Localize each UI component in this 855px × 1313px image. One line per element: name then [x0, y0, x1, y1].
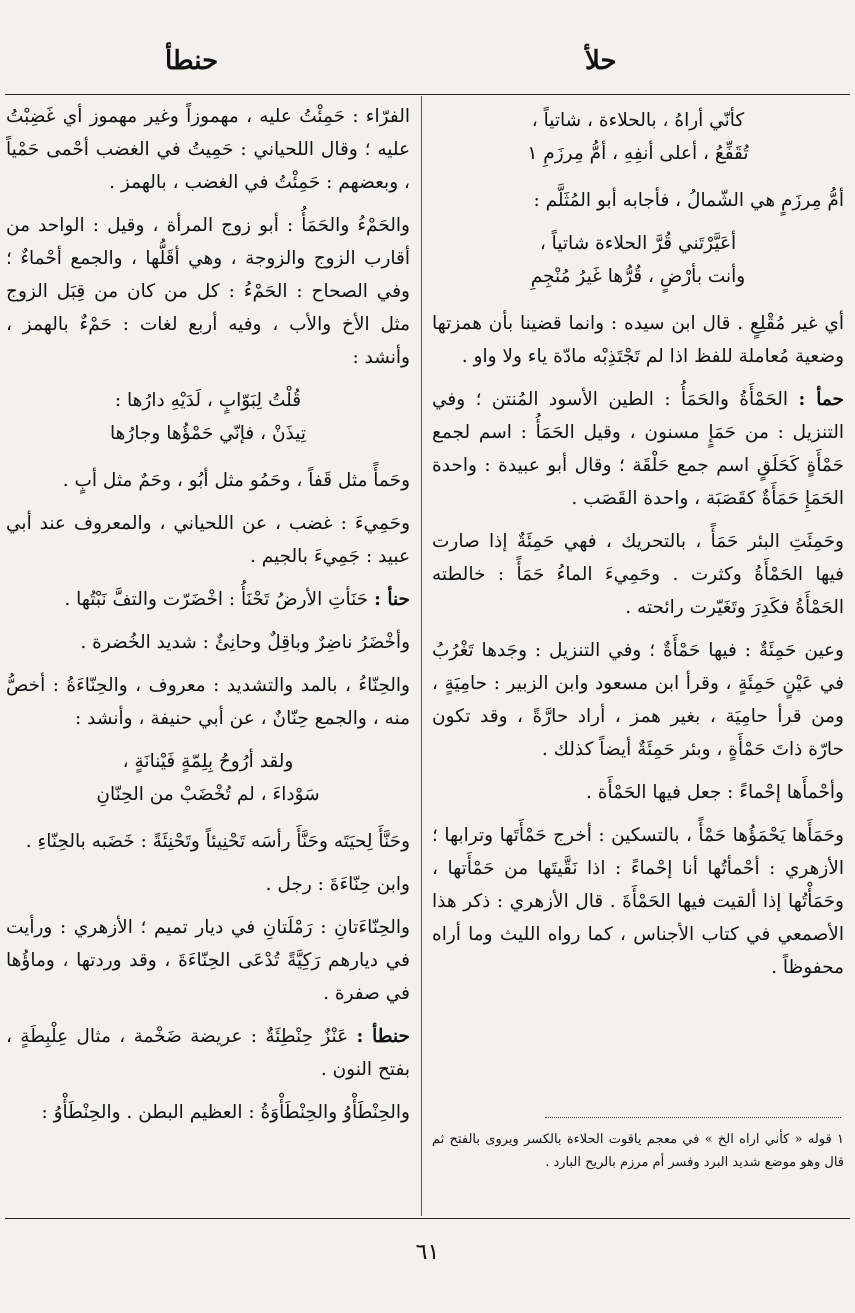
- entry-headword: حنأ :: [374, 589, 410, 610]
- verse-line: ولقد أرُوحُ بِلِمّةٍ فَيْنانَةٍ ،: [122, 751, 294, 772]
- paragraph: [6, 583, 410, 616]
- verse: [432, 104, 844, 170]
- entry-text: حَنَأتِ الأرضُ تَحْنَأُ : اخْضَرّت والتفَّ نَبْتُها .: [64, 589, 375, 610]
- paragraph: وأخْضَرُ ناضِرٌ وباقِلٌ وحانِئٌ : شديد الخُضرة .: [80, 632, 410, 653]
- entry-headword: حمأ :: [798, 389, 844, 410]
- entry-headword: حنطأ :: [356, 1026, 410, 1047]
- paragraph: وحَمِئَتِ البئر حَمَأً ، بالتحريك ، فهي حَمِئَةٌ إذا صارت فيها الحَمْأَةُ وكثرت . وحَمِيءَ الماءُ حَمَأً : خالطته الحَمْأَةُ فكَدِرَ وتَغَيّرت رائحته .: [432, 531, 844, 618]
- verse: [432, 227, 844, 293]
- paragraph: والحِنّاءَتانِ : رَمْلَتانِ في ديار تميم ؛ الأزهري : ورأيت في ديارهم رَكِيَّةً تُدْعَى الحِنّاءَةَ ، وقد وردتها ، وماؤُها في صفرة .: [6, 917, 410, 1004]
- footnote-rule: [545, 1117, 841, 1118]
- entry-text: عَنْزٌ حِنْطِئَةٌ : عريضة ضَخْمة ، مثال عِلْبِطَةٍ ، بفتح النون .: [6, 1026, 410, 1080]
- paragraph: وحَنَّأَ لِحيَتَه وحَنَّأَ رأسَه تَحْنِيئاً وتَحْنِئَةً : خَضَبه بالحِنّاءِ .: [25, 831, 410, 852]
- verse-line: أعَيَّرْتَني قُرَّ الحلاءة شاتياً ،: [539, 233, 737, 254]
- paragraph: الفرّاء : حَمِئْتُ عليه ، مهموزاً وغير مهموز أي غَضِبْتُ عليه ؛ وقال اللحياني : حَمِيتُ في الغضب أحْمى حَمْياً ، وبعضهم : حَمِئْتُ في الغضب ، بالهمز .: [6, 106, 410, 193]
- page-header: [0, 40, 855, 90]
- paragraph: والحَمْءُ والحَمَأُ : أبو زوج المرأة ، وقيل : الواحد من أقارب الزوج والزوجة ، وهي أقَلُّها ، والجمع أحْماءٌ ؛ وفي الصحاح : الحَمْءُ : كل من كان من قِبَل الزوج مثل الأخ والأب ، وفيه أربع لغات : حَمْءٌ بالهمز ، وأنشد :: [6, 215, 410, 368]
- right-column: [432, 100, 844, 1110]
- paragraph: وحَمَأَها يَحْمَؤُها حَمْأً ، بالتسكين : أخرج حَمْأَتَها وترابها ؛ الأزهري : أحْمأتُها أنا إحْماءً : اذا نَقَّيتَها من حَمْأَتها ، وحَمَأْتُها إذا ألقيت فيها الحَمْأَةَ . قال الأزهري : ذكر هذا الأصمعي في كتاب الأجناس ، كما رواه الليث وما أراه محفوظاً .: [432, 825, 844, 978]
- paragraph: [432, 383, 844, 515]
- bottom-rule: [5, 1218, 850, 1219]
- verse-line: تُقَفِّعُ ، أعلى أنفِهِ ، أمُّ مِرزَمِ ١: [527, 143, 749, 164]
- verse-line: تِيذَنْ ، فإنّي حَمْؤُها وجارُها: [110, 423, 306, 444]
- paragraph: أمُّ مِرزَمٍ هي الشّمالُ ، فأجابه أبو المُثَلَّم :: [533, 190, 844, 211]
- verse: [6, 745, 410, 811]
- footnote: ١ قوله « كأني اراه الخ » في معجم ياقوت الحلاءة بالكسر ويروى بالفتح ثم قال وهو موضع شديد البرد وفسر أم مرزم بالريح البارد .: [432, 1132, 844, 1170]
- verse-line: وأنت بأرْضٍ ، قُرُّها غَيرُ مُنْجِمِ: [530, 266, 746, 287]
- verse-line: قُلْتُ لِبَوّابٍ ، لَدَيْهِ دارُها :: [114, 390, 302, 411]
- top-rule: [5, 94, 850, 95]
- paragraph: [6, 1020, 410, 1086]
- paragraph: وعين حَمِئَةٌ : فيها حَمْأَةٌ ؛ وفي التنزيل : وجَدها تَغْرُبُ في عَيْنٍ حَمِئَةٍ ، وقرأ ابن مسعود وابن الزبير : حامِيَةٍ ، ومن قرأ حامِيَة ، بغير همز ، أراد حارَّةً ، وقد تكون حارّة ذاتَ حَمْأَةٍ ، وبئر حَمِئَةٌ أيضاً كذلك .: [432, 640, 844, 760]
- paragraph: وأحْمأَها إحْماءً : جعل فيها الحَمْأَة .: [586, 782, 844, 803]
- entry-text: الحَمْأَةُ والحَمَأُ : الطين الأسود المُنتن ؛ وفي التنزيل : من حَمَإٍ مسنون ، وقيل الحَمَأُ : اسم لجمع حَمْأَةٍ كَحَلَقٍ اسم جمع حَلْقَة ؛ وقال أبو عبيدة : واحدة الحَمَإِ حَمَأَةٌ كقَصَبَة ، واحدة القَصَب .: [432, 389, 844, 509]
- header-right-word: حلأ: [585, 46, 617, 76]
- header-left-word: حنطأ: [165, 46, 219, 76]
- verse: [6, 384, 410, 450]
- paragraph: وحَمِيءَ : غضب ، عن اللحياني ، والمعروف عند أبي عبيد : جَمِيءَ بالجيم .: [6, 513, 410, 567]
- paragraph: وابن حِنّاءَةَ : رجل .: [265, 874, 410, 895]
- verse-line: كأنّي أراهُ ، بالحلاءة ، شاتياً ،: [531, 110, 745, 131]
- left-column: [6, 100, 410, 1210]
- column-divider: [421, 96, 422, 1216]
- paragraph: والحِنْطَأْوُ والحِنْطَأْوَةُ : العظيم البطن . والحِنْطَأْوُ :: [41, 1102, 410, 1123]
- verse-line: سَوْداءَ ، لم تُخْضَبْ من الحِنّانِ: [96, 784, 320, 805]
- paragraph: والحِنّاءُ ، بالمد والتشديد : معروف ، والحِنّاءَةُ : أخصُّ منه ، والجمع حِنّانٌ ، عن أبي حنيفة ، وأنشد :: [6, 675, 410, 729]
- paragraph: أي غير مُقْلِعٍ . قال ابن سيده : وانما قضينا بأن همزتها وضعية مُعاملة للفظ اذا لم تَجْتَذِبْه مادّة ياء ولا واو .: [432, 313, 844, 367]
- paragraph: وحَمأً مثل قَفاً ، وحَمُو مثل أبُو ، وحَمٌ مثل أبٍ .: [62, 470, 410, 491]
- page-number: ٦١: [415, 1240, 440, 1265]
